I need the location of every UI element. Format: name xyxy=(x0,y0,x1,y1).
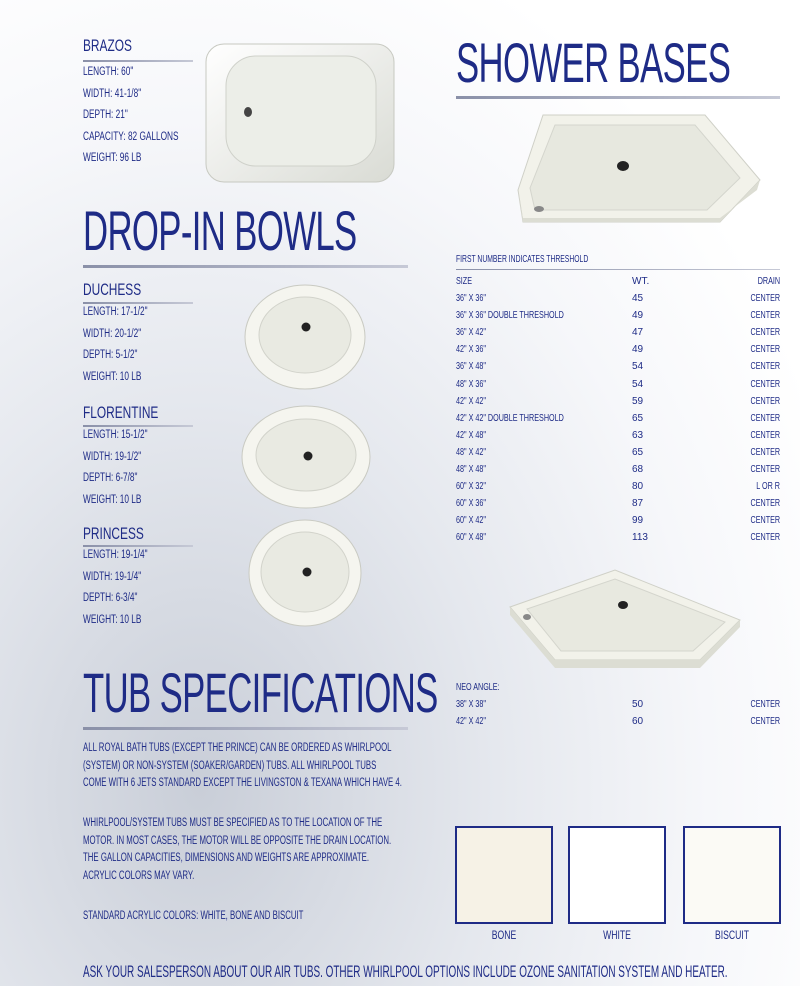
florentine-specs xyxy=(83,425,173,511)
table-row xyxy=(456,361,780,378)
duchess-name: DUCHESS xyxy=(83,280,142,299)
table-row xyxy=(456,327,780,344)
neo-angle-label: NEO ANGLE: xyxy=(456,682,500,693)
size-cell: 42" X 42" xyxy=(456,716,486,728)
drain-cell: CENTER xyxy=(750,446,780,458)
shower-bases-rule xyxy=(456,96,780,99)
weight-cell: 49 xyxy=(632,344,644,356)
drain-cell: CENTER xyxy=(750,378,780,390)
drain-cell: CENTER xyxy=(750,344,780,356)
drain-cell: CENTER xyxy=(750,498,780,510)
square-shower-base-image xyxy=(515,110,765,230)
table-row xyxy=(456,413,780,430)
white-swatch xyxy=(568,826,666,924)
table-row xyxy=(456,310,780,327)
table-row xyxy=(456,498,780,515)
size-cell: 48" X 42" xyxy=(456,446,486,458)
weight-cell: 63 xyxy=(632,429,644,441)
size-cell: 36" X 36" DOUBLE THRESHOLD xyxy=(456,310,564,322)
drain-cell: CENTER xyxy=(750,429,780,441)
brazos-spec: WIDTH: 41-1/8" xyxy=(83,87,142,100)
size-cell: 60" X 42" xyxy=(456,515,486,527)
brazos-tub-image xyxy=(200,38,400,188)
drain-cell: CENTER xyxy=(750,310,780,322)
note-rule xyxy=(456,269,780,270)
weight-cell: 50 xyxy=(632,699,644,711)
drain-cell: CENTER xyxy=(750,361,780,373)
tub-specs-line: COME WITH 6 JETS STANDARD EXCEPT THE LIVINGSTON & TEXANA WHICH HAVE 4. xyxy=(83,777,402,789)
tub-specs-line: ALL ROYAL BATH TUBS (EXCEPT THE PRINCE) CAN BE ORDERED AS WHIRLPOOL xyxy=(83,742,392,754)
princess-spec: WEIGHT: 10 LB xyxy=(83,613,142,626)
neo-angle-table xyxy=(456,682,780,733)
duchess-bowl-image xyxy=(240,280,370,395)
brazos-spec: DEPTH: 21" xyxy=(83,109,128,121)
tub-specs-line: ACRYLIC COLORS MAY VARY. xyxy=(83,869,195,882)
duchess-spec: WIDTH: 20-1/2" xyxy=(83,327,142,340)
size-cell: 60" X 48" xyxy=(456,532,486,544)
princess-spec: LENGTH: 19-1/4" xyxy=(83,549,148,561)
size-cell: 36" X 36" xyxy=(456,293,486,305)
florentine-bowl-image xyxy=(238,402,373,512)
neo-angle-shower-base-image xyxy=(505,565,750,675)
drain-cell: CENTER xyxy=(750,515,780,527)
princess-bowl-image xyxy=(245,516,365,631)
white-label: WHITE xyxy=(603,928,631,942)
princess-spec: WIDTH: 19-1/4" xyxy=(83,570,142,583)
table-row xyxy=(456,396,780,413)
shower-bases-title: SHOWER BASES xyxy=(456,31,731,94)
drain-cell: CENTER xyxy=(750,464,780,476)
drain-cell: CENTER xyxy=(750,412,780,424)
wt-header: WT. xyxy=(632,276,650,287)
tub-specs-line: THE GALLON CAPACITIES, DIMENSIONS AND WEIGHTS ARE APPROXIMATE. xyxy=(83,852,370,864)
tub-specs-line: WHIRLPOOL/SYSTEM TUBS MUST BE SPECIFIED AS TO THE LOCATION OF THE xyxy=(83,817,383,829)
weight-cell: 80 xyxy=(632,481,644,493)
bone-swatch xyxy=(455,826,553,924)
weight-cell: 60 xyxy=(632,716,644,728)
bone-label: BONE xyxy=(491,928,517,942)
brazos-spec: WEIGHT: 96 LB xyxy=(83,152,142,164)
weight-cell: 54 xyxy=(632,378,644,390)
size-cell: 60" X 36" xyxy=(456,498,486,510)
size-cell: 42" X 42" xyxy=(456,395,486,407)
drop-in-bowls-title: DROP-IN BOWLS xyxy=(83,199,357,262)
florentine-spec: DEPTH: 6-7/8" xyxy=(83,472,138,484)
standard-colors-line: STANDARD ACRYLIC COLORS: WHITE, BONE AND BISCUIT xyxy=(83,910,304,922)
weight-cell: 99 xyxy=(632,515,644,527)
princess-name: PRINCESS xyxy=(83,524,144,543)
weight-cell: 68 xyxy=(632,464,644,476)
size-cell: 42" X 42" DOUBLE THRESHOLD xyxy=(456,412,564,424)
tub-specs-line: MOTOR. IN MOST CASES, THE MOTOR WILL BE OPPOSITE THE DRAIN LOCATION. xyxy=(83,834,392,847)
tub-specs-line: (SYSTEM) OR NON-SYSTEM (SOAKER/GARDEN) TUBS. ALL WHIRLPOOL TUBS xyxy=(83,759,377,772)
florentine-name: FLORENTINE xyxy=(83,403,159,422)
drain-cell: CENTER xyxy=(750,293,780,305)
neo-angle-label-row xyxy=(456,682,780,699)
shower-base-note xyxy=(456,254,650,265)
drain-cell: L OR R xyxy=(756,481,780,493)
brazos-section xyxy=(83,36,153,56)
table-row xyxy=(456,699,780,716)
biscuit-label: BISCUIT xyxy=(714,928,750,942)
table-row xyxy=(456,532,780,549)
duchess-specs xyxy=(83,302,173,388)
weight-cell: 87 xyxy=(632,498,644,510)
weight-cell: 54 xyxy=(632,361,644,373)
drain-cell: CENTER xyxy=(750,532,780,544)
size-cell: 38" X 38" xyxy=(456,699,486,711)
shower-base-table xyxy=(456,276,780,550)
weight-cell: 45 xyxy=(632,293,644,305)
biscuit-swatch xyxy=(683,826,781,924)
tub-specifications-title: TUB SPECIFICATIONS xyxy=(83,661,438,724)
weight-cell: 49 xyxy=(632,310,644,322)
florentine-spec: WIDTH: 19-1/2" xyxy=(83,450,142,463)
size-cell: 42" X 48" xyxy=(456,429,486,441)
drain-cell: CENTER xyxy=(750,716,780,728)
duchess-spec: WEIGHT: 10 LB xyxy=(83,370,142,383)
drain-header: DRAIN xyxy=(757,276,780,287)
table-row xyxy=(456,515,780,532)
size-cell: 36" X 48" xyxy=(456,361,486,373)
drain-cell: CENTER xyxy=(750,327,780,339)
table-row xyxy=(456,379,780,396)
size-cell: 48" X 36" xyxy=(456,378,486,390)
table-header-row xyxy=(456,276,780,293)
tub-specs-paragraph-1 xyxy=(83,740,552,793)
brazos-specs xyxy=(83,62,216,170)
florentine-spec: LENGTH: 15-1/2" xyxy=(83,429,148,441)
weight-cell: 113 xyxy=(632,532,648,544)
weight-cell: 59 xyxy=(632,395,644,407)
drain-cell: CENTER xyxy=(750,699,780,711)
brazos-spec: LENGTH: 60" xyxy=(83,66,134,78)
tub-specs-rule xyxy=(83,727,408,730)
footer-note: ASK YOUR SALESPERSON ABOUT OUR AIR TUBS. OTHER WHIRLPOOL OPTIONS INCLUDE OZONE SANITATION SYSTEM AND HEATER. xyxy=(83,962,728,981)
brazos-name: BRAZOS xyxy=(83,36,132,55)
size-cell: 42" X 36" xyxy=(456,344,486,356)
table-row xyxy=(456,716,780,733)
brazos-spec: CAPACITY: 82 GALLONS xyxy=(83,130,179,143)
size-cell: 60" X 32" xyxy=(456,481,486,493)
table-row xyxy=(456,293,780,310)
weight-cell: 65 xyxy=(632,446,644,458)
princess-specs xyxy=(83,545,173,631)
weight-cell: 47 xyxy=(632,327,644,339)
size-header: SIZE xyxy=(456,276,473,287)
weight-cell: 65 xyxy=(632,412,644,424)
florentine-spec: WEIGHT: 10 LB xyxy=(83,493,142,506)
table-row xyxy=(456,464,780,481)
table-row xyxy=(456,430,780,447)
table-row xyxy=(456,447,780,464)
size-cell: 48" X 48" xyxy=(456,464,486,476)
princess-spec: DEPTH: 6-3/4" xyxy=(83,592,138,604)
size-cell: 36" X 42" xyxy=(456,327,486,339)
threshold-note: FIRST NUMBER INDICATES THRESHOLD xyxy=(456,254,589,265)
duchess-spec: DEPTH: 5-1/2" xyxy=(83,349,138,361)
table-row xyxy=(456,344,780,361)
drain-cell: CENTER xyxy=(750,395,780,407)
duchess-spec: LENGTH: 17-1/2" xyxy=(83,306,148,318)
drop-in-rule xyxy=(83,265,408,268)
table-row xyxy=(456,481,780,498)
